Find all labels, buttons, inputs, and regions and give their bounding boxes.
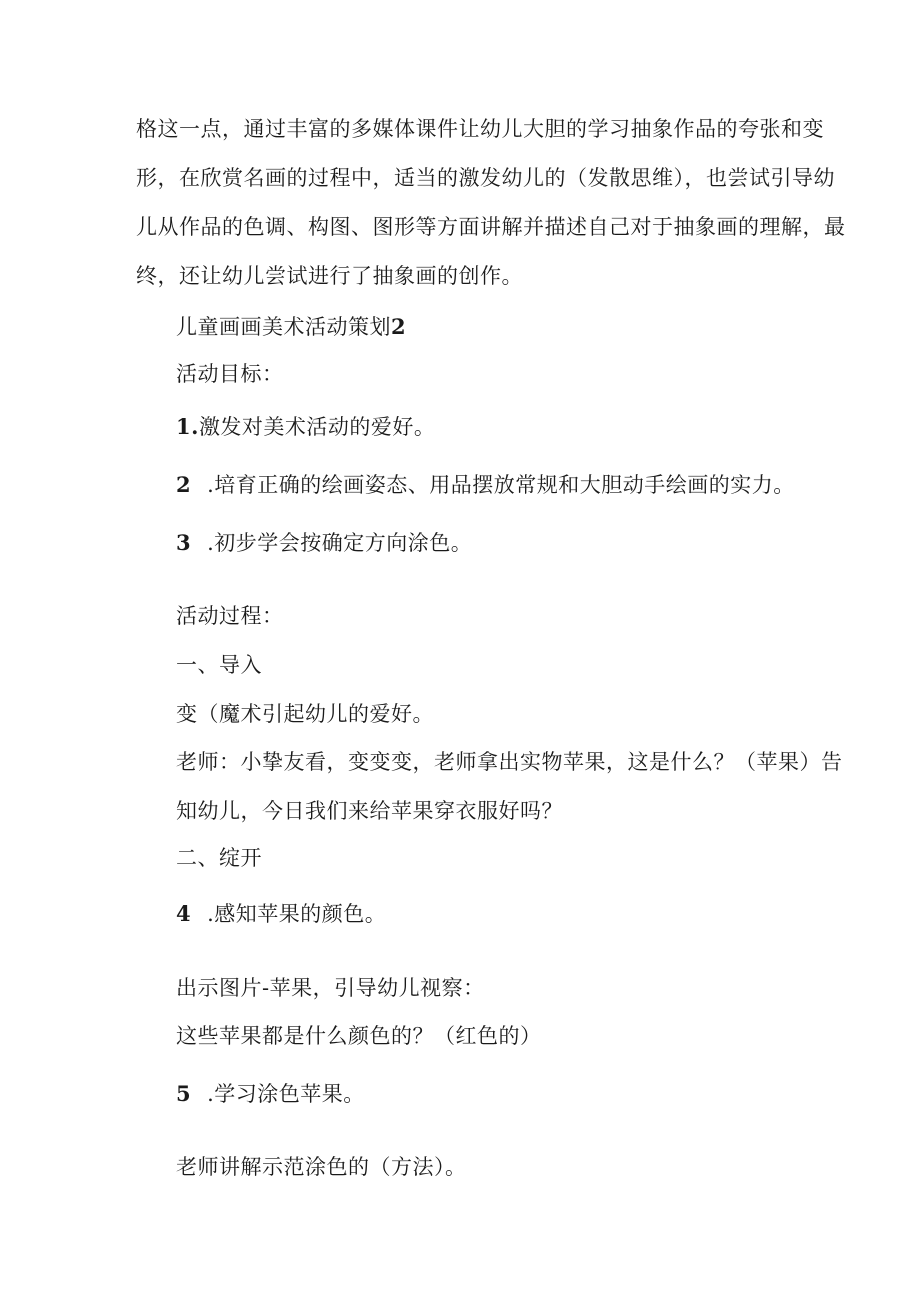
part1-line: 变（魔术引起幼儿的爱好。 — [176, 702, 434, 726]
section-title — [176, 316, 406, 338]
step-5-number: 5 — [176, 1081, 192, 1106]
teacher-line-2: 知幼儿，今日我们来给苹果穿衣服好吗？ — [176, 799, 563, 823]
goal-item-2-text: .培育正确的绘画姿态、用品摆放常规和大胆动手绘画的实力。 — [207, 473, 795, 497]
goal-item-1-text: 激发对美术活动的爱好。 — [198, 415, 436, 439]
intro-line-2: 形，在欣赏名画的过程中，适当的激发幼儿的（发散思维），也尝试引导幼 — [136, 166, 835, 190]
step-4 — [176, 903, 386, 925]
intro-line-4: 终，还让幼儿尝试进行了抽象画的创作。 — [136, 264, 523, 288]
part2-heading: 二、绽开 — [176, 846, 262, 870]
goals-heading: 活动目标： — [176, 362, 284, 386]
teacher-demo-line: 老师讲解示范涂色的（方法）。 — [176, 1155, 467, 1179]
process-heading: 活动过程： — [176, 604, 284, 628]
goal-item-2-number: 2 — [176, 472, 192, 497]
section-title-text: 儿童画画美术活动策划 — [176, 315, 391, 339]
section-title-number: 2 — [391, 314, 407, 339]
step-4-text: .感知苹果的颜色。 — [207, 902, 387, 926]
goal-item-3-number: 3 — [176, 530, 192, 555]
question-line: 这些苹果都是什么颜色的？（红色的） — [176, 1024, 542, 1048]
step-5 — [176, 1083, 365, 1105]
intro-line-1: 格这一点，通过丰富的多媒体课件让幼儿大胆的学习抽象作品的夸张和变 — [136, 117, 824, 141]
intro-line-3: 儿从作品的色调、构图、图形等方面讲解并描述自己对于抽象画的理解，最 — [136, 215, 846, 239]
goal-item-2 — [176, 474, 795, 496]
goal-item-1-number: 1. — [176, 414, 199, 439]
teacher-line-1: 老师：小挚友看，变变变，老师拿出实物苹果，这是什么？（苹果）告 — [176, 750, 843, 774]
show-line: 出示图片-苹果，引导幼儿视察： — [176, 976, 485, 1000]
goal-item-1 — [176, 416, 435, 438]
part1-heading: 一、导入 — [176, 653, 262, 677]
goal-item-3-text: .初步学会按确定方向涂色。 — [207, 531, 473, 555]
goal-item-3 — [176, 532, 472, 554]
step-4-number: 4 — [176, 901, 192, 926]
step-5-text: .学习涂色苹果。 — [207, 1082, 365, 1106]
